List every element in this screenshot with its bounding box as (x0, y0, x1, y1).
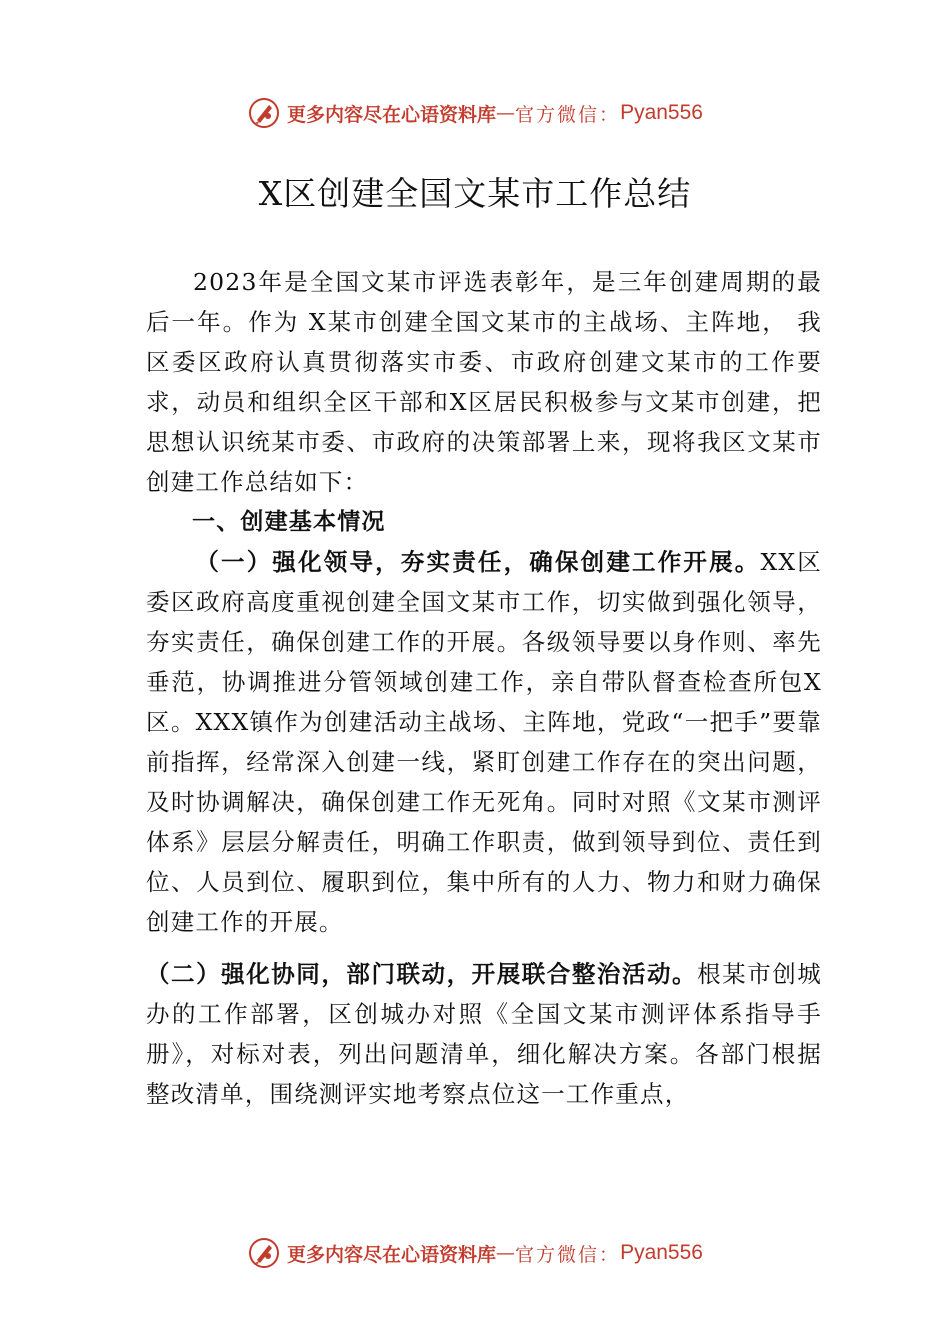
watermark-wechat-handle: Pyan556 (620, 101, 703, 124)
watermark-dash: — (496, 1242, 516, 1264)
subsection-two-heading: （二）强化协同，部门联动，开展联合整治活动。 (146, 960, 698, 988)
watermark-wechat-handle: Pyan556 (620, 1241, 703, 1264)
watermark-official-label: 官方微信： (515, 1243, 621, 1266)
subsection-two-body: 根某市创城办的工作部署，区创城办对照《全国文某市测评体系指导手册》，对标对表，列出问题清单，细化解决方案。各部门根据整改清单，围绕测评实地考察点位这一工作重点， (146, 960, 822, 1108)
subsection-one-heading: （一）强化领导，夯实责任，确保创建工作开展。 (195, 548, 761, 576)
intro-paragraph: 2023年是全国文某市评选表彰年，是三年创建周期的最后一年。作为 X某市创建全国文某市的主战场、主阵地， 我区委区政府认真贯彻落实市委、市政府创建文某市的工作要求，动员和组织全区干部和X区居民积极参与文某市创建，把思想认识统某市委、市政府的决策部署上来，现将我区文某市创建工作总结如下： (146, 268, 822, 496)
watermark-dash: — (496, 102, 516, 124)
section-heading: 一、创建基本情况 (192, 509, 386, 535)
watermark-brand: 更多内容尽在心语资料库 (287, 103, 497, 126)
watermark-official-label: 官方微信： (515, 103, 621, 126)
document-title: X区创建全国文某市工作总结 (258, 174, 692, 213)
pen-nib-seal-icon (247, 96, 281, 130)
header-watermark (0, 93, 950, 133)
subsection-one (146, 542, 822, 942)
watermark-brand: 更多内容尽在心语资料库 (287, 1243, 497, 1266)
subsection-two (146, 954, 822, 1114)
pen-nib-seal-icon (247, 1236, 281, 1270)
subsection-one-body: XX区委区政府高度重视创建全国文某市工作，切实做到强化领导，夯实责任，确保创建工作的开展。各级领导要以身作则、率先垂范，协调推进分管领域创建工作，亲自带队督查检查所包X区。XXX镇作为创建活动主战场、主阵地，党政“一把手”要靠前指挥，经常深入创建一线，紧盯创建工作存在的突出问题，及时协调解决，确保创建工作无死角。同时对照《文某市测评体系》层层分解责任，明确工作职责，做到领导到位、责任到位、人员到位、履职到位，集中所有的人力、物力和财力确保创建工作的开展。 (146, 548, 822, 936)
footer-watermark (0, 1233, 950, 1273)
document-body (146, 262, 822, 1114)
